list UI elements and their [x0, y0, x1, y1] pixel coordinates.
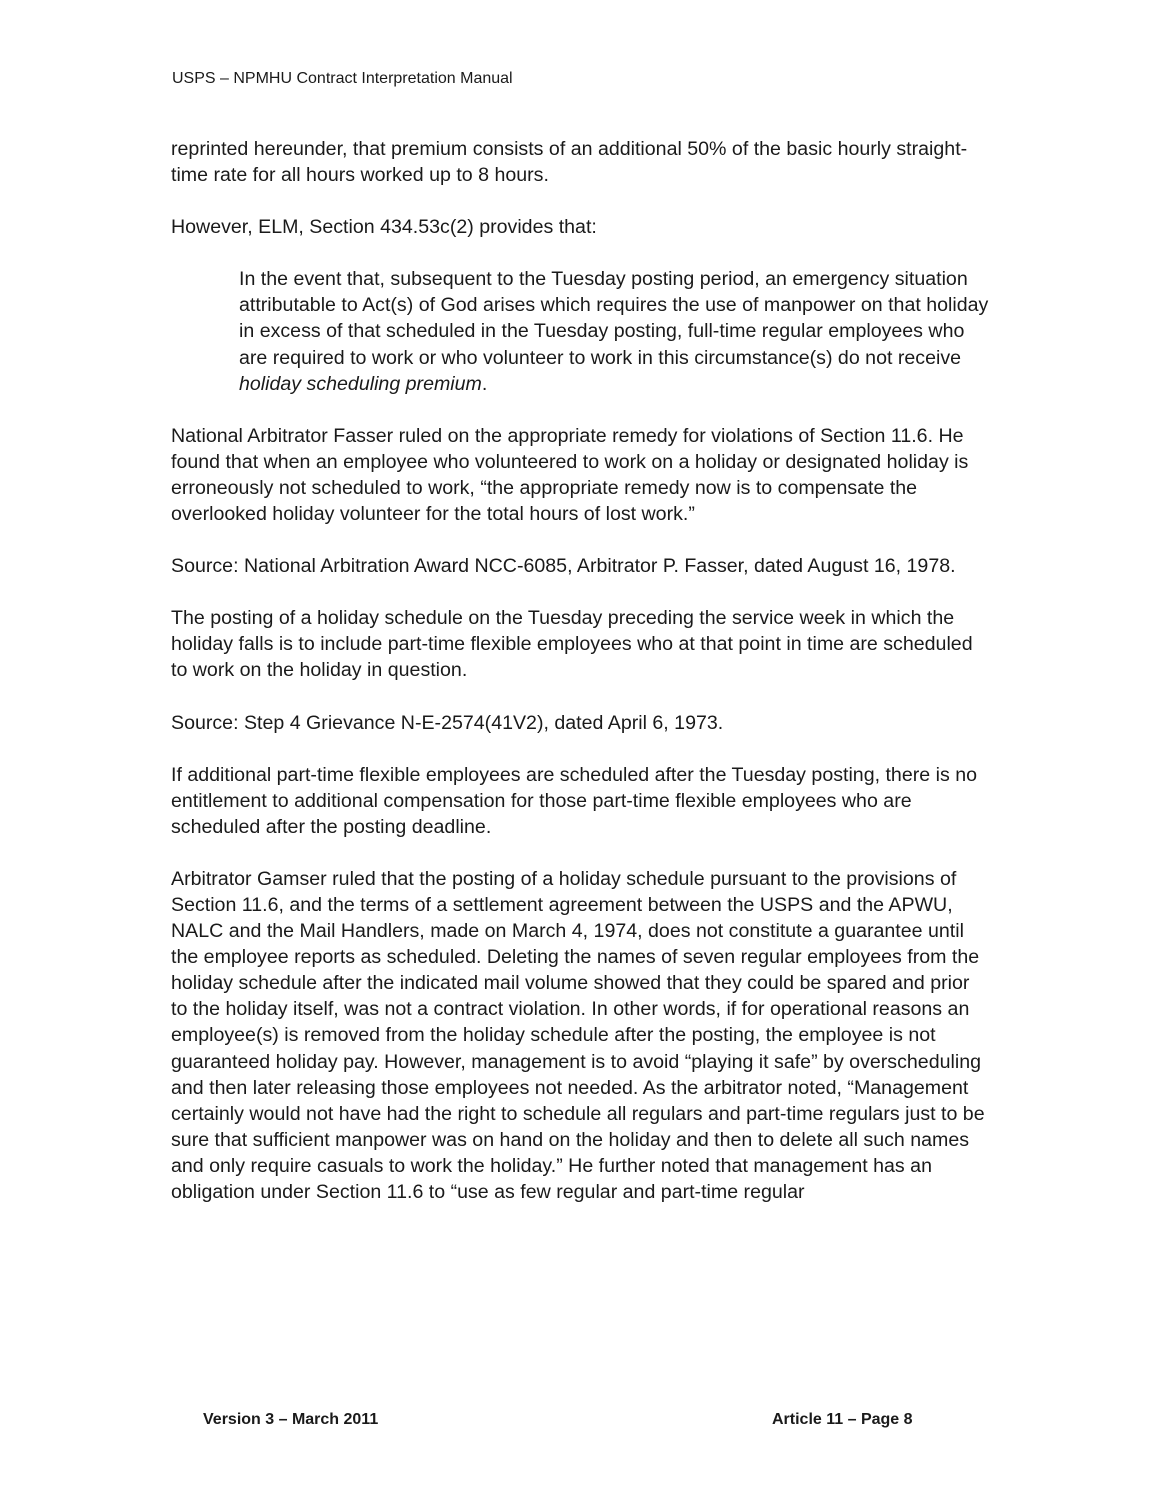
paragraph-source-step4: Source: Step 4 Grievance N-E-2574(41V2), dated April 6, 1973.	[171, 711, 724, 734]
paragraph-ptf-additional: If additional part-time flexible employees are scheduled after the Tuesday posting, there is no entitlement to additional compensation for those part-time flexible employees who are scheduled after the posting deadline.	[171, 763, 977, 838]
paragraph-gamser-ruling: Arbitrator Gamser ruled that the posting of a holiday schedule pursuant to the provisions of Section 11.6, and the terms of a settlement agreement between the USPS and the APWU, NALC and the Mail Handlers, made on March 4, 1974, does not constitute a guarantee until the employee reports as scheduled. Deleting the names of seven regular employees from the holiday schedule after the indicated mail volume showed that they could be spared and prior to the holiday itself, was not a contract violation. In other words, if for operational reasons an employee(s) is removed from the holiday schedule after the posting, the employee is not guaranteed holiday pay. However, management is to avoid “playing it safe” by overscheduling and then later releasing those employees not needed. As the arbitrator noted, “Management certainly would not have had the right to schedule all regulars and part-time regulars just to be sure that sufficient manpower was on hand on the holiday and then to delete all such names and only require casuals to work the holiday.” He further noted that management has an obligation under Section 11.6 to “use as few regular and part-time regular	[171, 867, 985, 1203]
paragraph-elm-intro: However, ELM, Section 434.53c(2) provides that:	[171, 216, 597, 239]
elm-block-quote	[239, 266, 991, 396]
paragraph-fasser-ruling: National Arbitrator Fasser ruled on the appropriate remedy for violations of Section 11.6. He found that when an employee who volunteered to work on a holiday or designated holiday is erroneously not scheduled to work, “the appropriate remedy now is to compensate the overlooked holiday volunteer for the total hours of lost work.”	[171, 424, 969, 526]
footer-page-number: Article 11 – Page 8	[772, 1411, 913, 1428]
quote-period: .	[481, 372, 488, 395]
page-body	[171, 136, 991, 1231]
paragraph-premium-continuation: reprinted hereunder, that premium consists of an additional 50% of the basic hourly straight-time rate for all hours worked up to 8 hours.	[171, 138, 968, 187]
paragraph-source-fasser: Source: National Arbitration Award NCC-6085, Arbitrator P. Fasser, dated August 16, 1978.	[171, 555, 956, 578]
running-header: USPS – NPMHU Contract Interpretation Manual	[172, 70, 513, 87]
paragraph-tuesday-posting: The posting of a holiday schedule on the Tuesday preceding the service week in which the holiday falls is to include part-time flexible employees who at that point in time are scheduled to work on the holiday in question.	[171, 607, 973, 682]
quote-italic-term: holiday scheduling premium	[239, 372, 482, 395]
quote-text: In the event that, subsequent to the Tuesday posting period, an emergency situation attributable to Act(s) of God arises which requires the use of manpower on that holiday in excess of that scheduled in the Tuesday posting, full-time regular employees who are required to work or who volunteer to work in this circumstance(s) do not receive	[239, 268, 989, 369]
footer-version: Version 3 – March 2011	[203, 1411, 379, 1428]
